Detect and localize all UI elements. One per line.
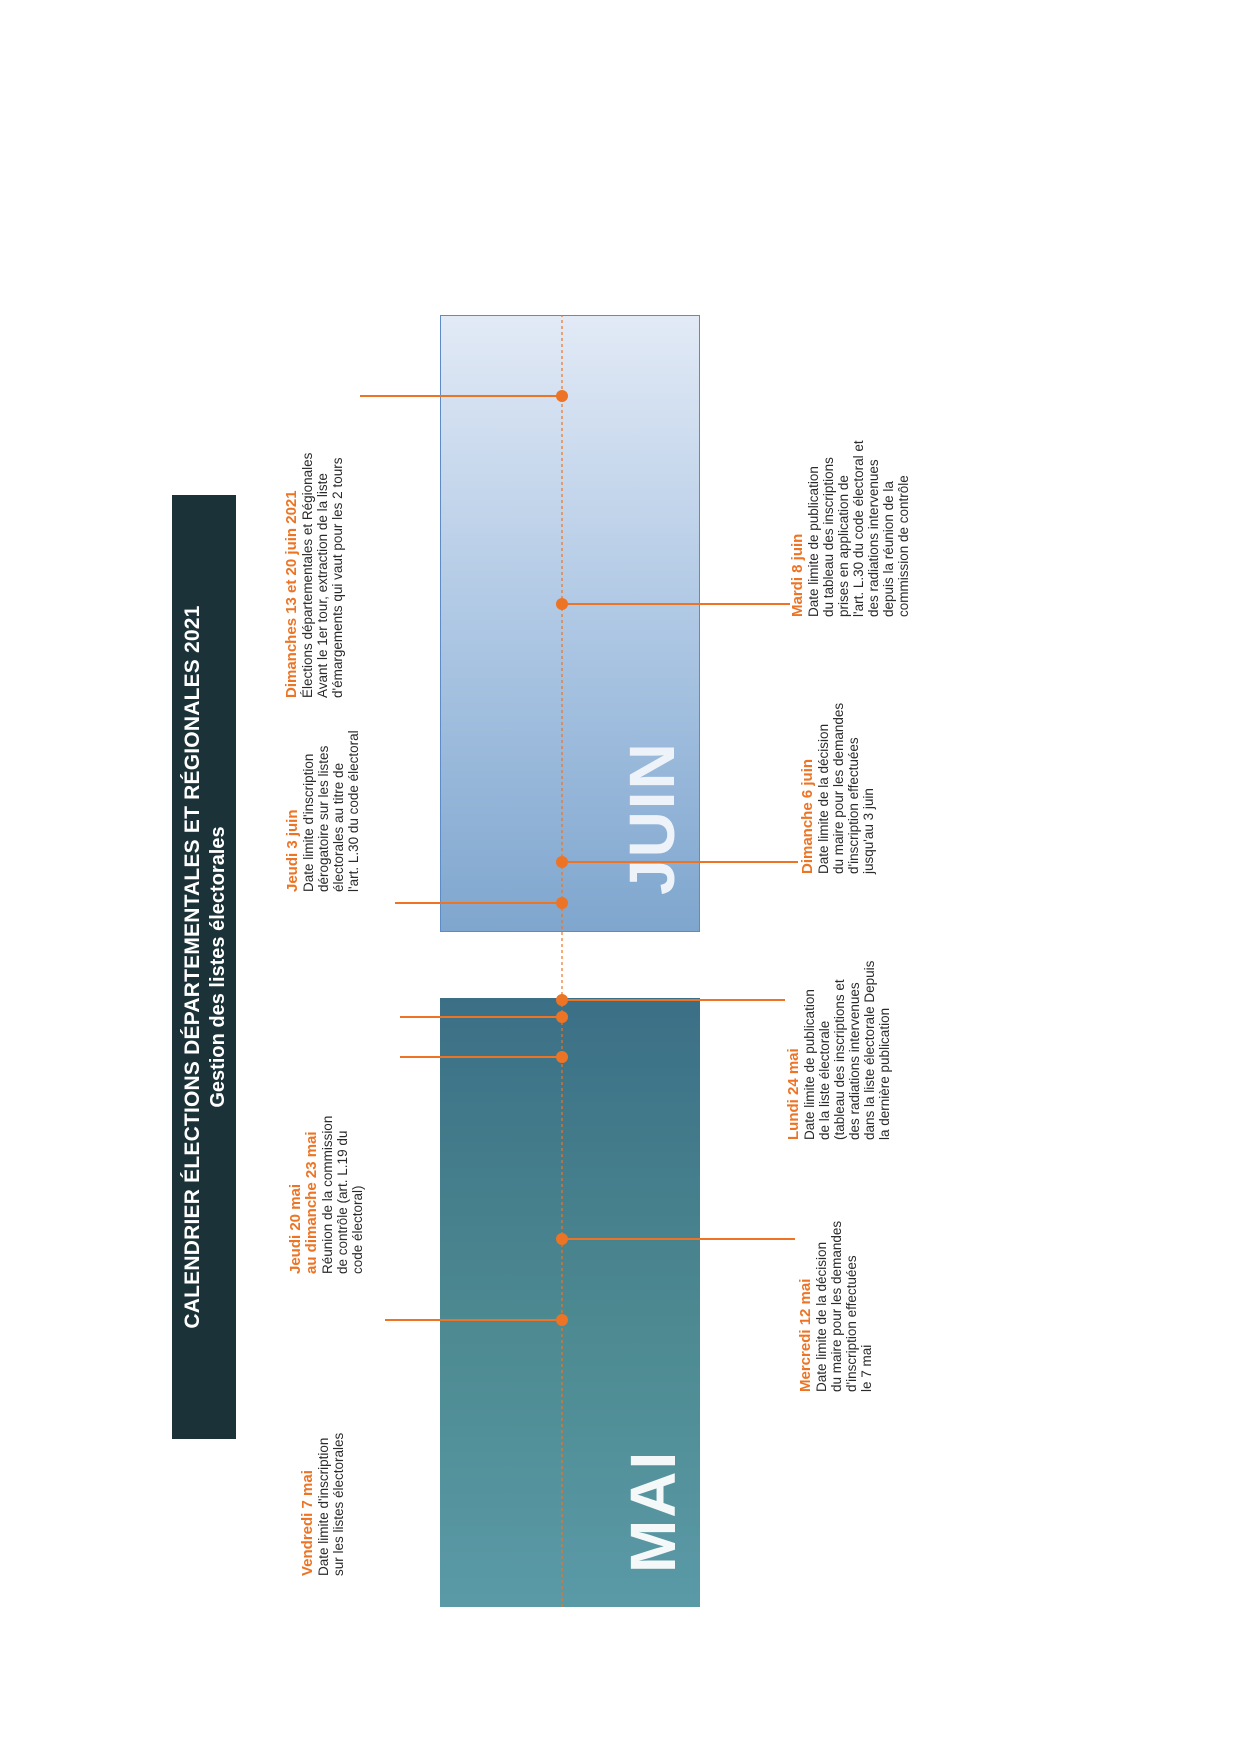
marker-dimanche-6-juin bbox=[556, 856, 568, 868]
marker-dimanche-23-mai bbox=[556, 1011, 568, 1023]
page-subtitle: Gestion des listes électorales bbox=[207, 826, 229, 1108]
event-jeudi-20-mai bbox=[288, 1014, 365, 1274]
page-title: CALENDRIER ÉLECTIONS DÉPARTEMENTALES ET RÉGIONALES 2021 bbox=[181, 605, 204, 1329]
marker-jeudi-3-juin bbox=[556, 897, 568, 909]
event-date: Lundi 24 mai bbox=[785, 1048, 802, 1140]
event-description: Date limite d'inscription dérogatoire sur les listes électorales au titre de l'art. L.30 du code électoral bbox=[301, 730, 361, 892]
event-jeudi-3-juin bbox=[285, 672, 361, 892]
marker-jeudi-20-mai bbox=[556, 1051, 568, 1063]
event-dimanches-13-20-juin bbox=[284, 368, 345, 698]
marker-dimanches-13-20-juin bbox=[556, 390, 568, 402]
event-dimanche-6-juin bbox=[800, 644, 876, 874]
event-mercredi-12-mai bbox=[798, 1182, 874, 1392]
event-date: Jeudi 3 juin bbox=[284, 809, 301, 892]
event-description: Date limite d'inscription sur les listes électorales bbox=[316, 1432, 346, 1576]
event-vendredi-7-mai bbox=[300, 1336, 346, 1576]
event-date: Dimanche 6 juin bbox=[799, 758, 816, 874]
event-description: Date limite de la décision du maire pour les demandes d'inscription effectuées jusqu'au 3 juin bbox=[816, 702, 876, 874]
marker-mardi-8-juin bbox=[556, 598, 568, 610]
marker-mercredi-12-mai bbox=[556, 1233, 568, 1245]
event-date: Jeudi 20 mai au dimanche 23 mai bbox=[287, 1131, 320, 1274]
event-mardi-8-juin bbox=[790, 357, 911, 617]
event-description: Date limite de la décision du maire pour les demandes d'inscription effectuées le 7 mai bbox=[814, 1220, 874, 1392]
event-description: Élections départementales et Régionales Avant le 1er tour, extraction de la liste d'émargements qui vaut pour les 2 tours bbox=[300, 452, 345, 698]
month-label-juin: JUIN bbox=[616, 741, 688, 895]
month-label-mai: MAI bbox=[617, 1449, 689, 1573]
event-description: Date limite de publication du tableau des inscriptions prises en application de l'art. L.30 du code électoral et des radiations intervenues depuis la réunion de la commission de contrôle bbox=[806, 440, 911, 617]
event-date: Mardi 8 juin bbox=[789, 533, 806, 617]
event-date: Mercredi 12 mai bbox=[797, 1278, 814, 1392]
event-lundi-24-mai bbox=[786, 900, 892, 1140]
marker-vendredi-7-mai bbox=[556, 1314, 568, 1326]
event-date: Vendredi 7 mai bbox=[299, 1470, 316, 1576]
event-date: Dimanches 13 et 20 juin 2021 bbox=[283, 490, 300, 698]
event-description: Réunion de la commission de contrôle (art. L.19 du code électoral) bbox=[320, 1115, 365, 1274]
event-description: Date limite de publication de la liste électorale (tableau des inscriptions et des radiations intervenues dans la liste électorale Depuis la dernière publication bbox=[802, 960, 892, 1140]
marker-lundi-24-mai bbox=[556, 994, 568, 1006]
